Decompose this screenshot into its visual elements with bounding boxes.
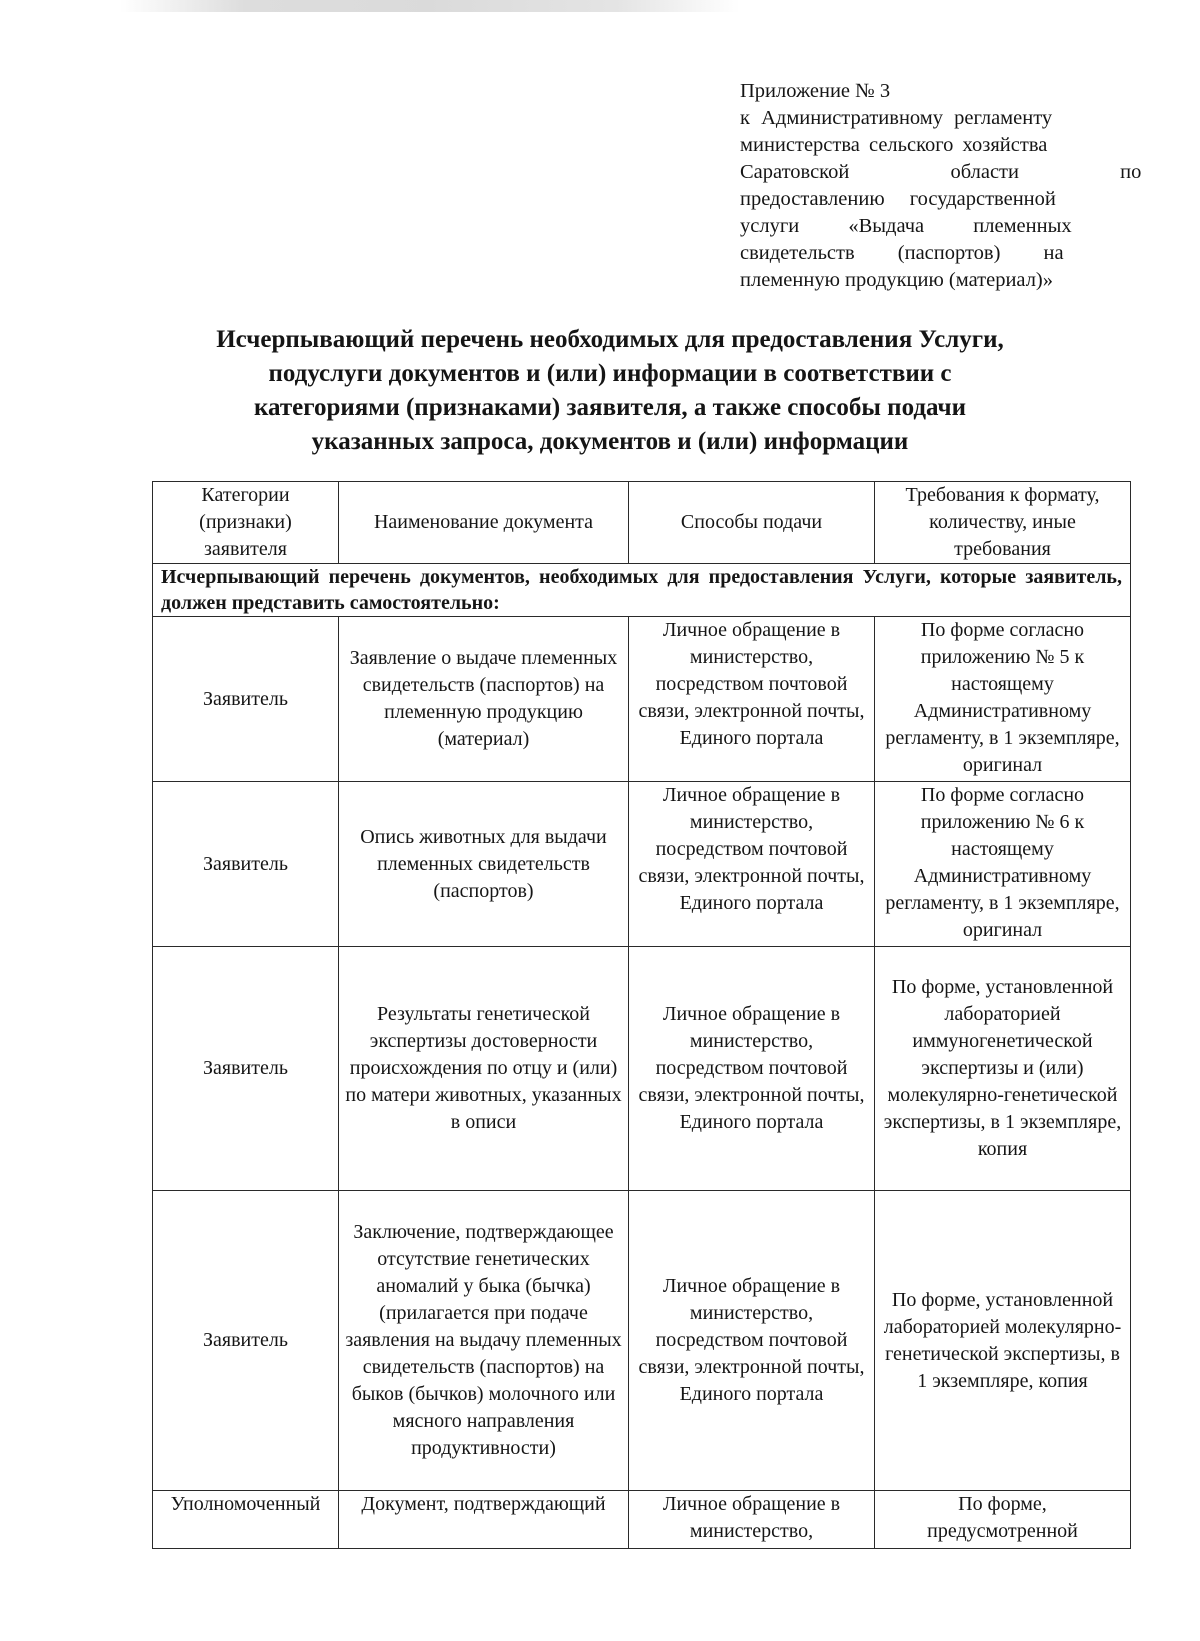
appendix-line: к Административному регламенту <box>740 107 1053 129</box>
table-row <box>153 947 1131 1191</box>
appendix-line: племенную продукцию (материал)» <box>740 269 1053 291</box>
table-row <box>153 1491 1131 1549</box>
row-requirements: По форме согласно приложению № 6 к настоящему Административному регламенту, в 1 экземпляре, оригинал <box>875 782 1131 947</box>
row-method: Личное обращение в министерство, <box>629 1491 875 1549</box>
table-row <box>153 782 1131 947</box>
header-document: Наименование документа <box>339 482 629 564</box>
row-method: Личное обращение в министерство, посредством почтовой связи, электронной почты, Единого портала <box>629 1191 875 1491</box>
section-row <box>153 564 1131 617</box>
title-line: подуслуги документов и (или) информации в соответствии с <box>268 360 952 387</box>
header-category: Категории (признаки) заявителя <box>153 482 339 564</box>
row-document: Опись животных для выдачи племенных свидетельств (паспортов) <box>339 782 629 947</box>
row-category: Заявитель <box>153 1191 339 1491</box>
title-line: указанных запроса, документов и (или) информации <box>311 428 909 455</box>
row-method: Личное обращение в министерство, посредством почтовой связи, электронной почты, Единого портала <box>629 782 875 947</box>
row-document: Заявление о выдаче племенных свидетельств (паспортов) на племенную продукцию (материал) <box>339 617 629 782</box>
row-method: Личное обращение в министерство, посредством почтовой связи, электронной почты, Единого портала <box>629 947 875 1191</box>
header-requirements: Требования к формату, количеству, иные требования <box>875 482 1131 564</box>
row-requirements: По форме, установленной лабораторией молекулярно-генетической экспертизы, в 1 экземпляре, копия <box>875 1191 1131 1491</box>
row-document: Результаты генетической экспертизы достоверности происхождения по отцу и (или) по матери животных, указанных в описи <box>339 947 629 1191</box>
header-method: Способы подачи <box>629 482 875 564</box>
row-document: Заключение, подтверждающее отсутствие генетических аномалий у быка (бычка) (прилагается при подаче заявления на выдачу племенных свидетельств (паспортов) на быков (бычков) молочного или мясного направления продуктивности) <box>339 1191 629 1491</box>
appendix-line: министерства сельского хозяйства <box>740 134 1048 156</box>
row-requirements: По форме, предусмотренной <box>875 1491 1131 1549</box>
table-row <box>153 1191 1131 1491</box>
title-line: категориями (признаками) заявителя, а также способы подачи <box>253 394 966 421</box>
appendix-line: предоставлению государственной <box>740 188 1056 210</box>
appendix-line: Саратовской области по <box>740 161 1142 183</box>
row-requirements: По форме согласно приложению № 5 к настоящему Административному регламенту, в 1 экземпляре, оригинал <box>875 617 1131 782</box>
row-requirements: По форме, установленной лабораторией иммуногенетической экспертизы и (или) молекулярно-генетической экспертизы, в 1 экземпляре, копия <box>875 947 1131 1191</box>
row-category: Заявитель <box>153 782 339 947</box>
document-title <box>150 323 1070 459</box>
documents-table <box>152 481 1131 1549</box>
appendix-reference <box>740 78 1142 294</box>
row-category: Заявитель <box>153 947 339 1191</box>
row-document: Документ, подтверждающий <box>339 1491 629 1549</box>
scan-artifact <box>120 0 740 12</box>
table-row <box>153 617 1131 782</box>
appendix-line: свидетельств (паспортов) на <box>740 242 1064 264</box>
appendix-number: Приложение № 3 <box>740 80 891 102</box>
row-category: Заявитель <box>153 617 339 782</box>
row-category: Уполномоченный <box>153 1491 339 1549</box>
title-line: Исчерпывающий перечень необходимых для предоставления Услуги, <box>216 326 1004 353</box>
appendix-line: услуги «Выдача племенных <box>740 215 1072 237</box>
table-header-row <box>153 482 1131 564</box>
section-heading: Исчерпывающий перечень документов, необходимых для предоставления Услуги, которые заявитель, должен представить самостоятельно: <box>153 564 1131 617</box>
row-method: Личное обращение в министерство, посредством почтовой связи, электронной почты, Единого портала <box>629 617 875 782</box>
